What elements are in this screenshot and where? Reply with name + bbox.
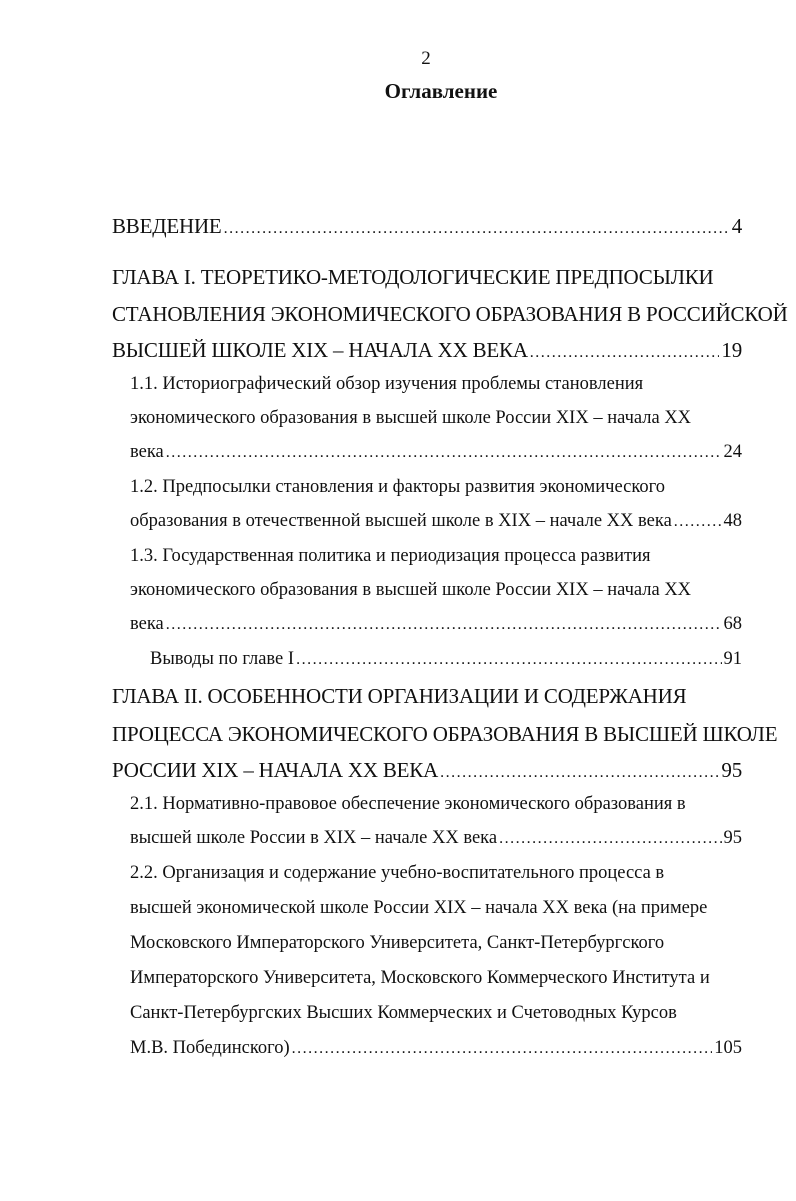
toc-page-number: 4 <box>731 214 742 238</box>
toc-entry-label: ВЫСШЕЙ ШКОЛЕ XIX – НАЧАЛА XX ВЕКА <box>112 338 528 362</box>
toc-page-number: 95 <box>723 828 742 848</box>
leader-dots <box>440 756 719 790</box>
toc-entry-section-2-1 <box>130 821 742 855</box>
toc-page-number: 105 <box>714 1038 742 1058</box>
toc-entry-label: века <box>130 442 164 462</box>
section-line: экономического образования в высшей школе России XIX – начала XX <box>130 580 692 600</box>
toc-entry-label: образования в отечественной высшей школе в XIX – начале XX века <box>130 511 672 531</box>
leader-dots <box>296 643 721 677</box>
section-line: экономического образования в высшей школе России XIX – начала XX <box>130 408 692 428</box>
section-line: Императорского Университета, Московского Коммерческого Института и <box>130 968 710 988</box>
leader-dots <box>166 608 722 642</box>
toc-entry-label: РОССИИ XIX – НАЧАЛА XX ВЕКА <box>112 758 439 782</box>
toc-entry-chapter1 <box>112 333 742 367</box>
toc-entry-section-2-2 <box>130 1031 742 1065</box>
toc-entry-section-1-1 <box>130 435 742 469</box>
leader-dots <box>530 336 720 370</box>
toc-entry-label: века <box>130 614 164 634</box>
toc-entry-section-1-2 <box>130 504 742 538</box>
section-line: 1.2. Предпосылки становления и факторы развития экономического <box>130 477 666 497</box>
toc-page-number: 48 <box>723 511 742 531</box>
section-line: 1.3. Государственная политика и периодизация процесса развития <box>130 546 651 566</box>
toc-entry-label: ВВЕДЕНИЕ <box>112 214 222 238</box>
toc-entry-label: М.В. Побединского) <box>130 1038 290 1058</box>
leader-dots <box>224 212 730 246</box>
toc-page-number: 19 <box>721 338 742 362</box>
toc-entry-conclusions-1 <box>150 642 742 676</box>
leader-dots <box>292 1032 713 1066</box>
leader-dots <box>166 436 722 470</box>
section-line: 2.1. Нормативно-правовое обеспечение экономического образования в <box>130 794 686 814</box>
toc-entry-chapter2 <box>112 753 742 787</box>
chapter-heading-line: СТАНОВЛЕНИЯ ЭКОНОМИЧЕСКОГО ОБРАЗОВАНИЯ В РОССИЙСКОЙ <box>112 302 788 326</box>
chapter-heading-line: ПРОЦЕССА ЭКОНОМИЧЕСКОГО ОБРАЗОВАНИЯ В ВЫСШЕЙ ШКОЛЕ <box>112 722 778 746</box>
toc-entry-label: высшей школе России в XIX – начале XX века <box>130 828 498 848</box>
section-line: 1.1. Историографический обзор изучения проблемы становления <box>130 374 644 394</box>
section-line: 2.2. Организация и содержание учебно-воспитательного процесса в <box>130 863 665 883</box>
toc-entry-label: Выводы по главе I <box>150 649 295 669</box>
toc-entry-section-1-3 <box>130 607 742 641</box>
section-line: Московского Императорского Университета, Санкт-Петербургского <box>130 933 665 953</box>
toc-page-number: 68 <box>723 614 742 634</box>
page-title: Оглавление <box>384 79 498 103</box>
chapter-heading-line: ГЛАВА I. ТЕОРЕТИКО-МЕТОДОЛОГИЧЕСКИЕ ПРЕДПОСЫЛКИ <box>112 265 714 289</box>
section-line: высшей экономической школе России XIX – начала XX века (на примере <box>130 898 708 918</box>
toc-entry-intro <box>112 209 742 243</box>
toc-page-number: 91 <box>723 649 742 669</box>
section-line: Санкт-Петербургских Высших Коммерческих и Счетоводных Курсов <box>130 1003 677 1023</box>
leader-dots <box>674 505 722 539</box>
chapter-heading-line: ГЛАВА II. ОСОБЕННОСТИ ОРГАНИЗАЦИИ И СОДЕРЖАНИЯ <box>112 684 687 708</box>
leader-dots <box>499 822 721 856</box>
page-number: 2 <box>421 48 431 69</box>
toc-page-number: 95 <box>721 758 742 782</box>
toc-page-number: 24 <box>723 442 742 462</box>
